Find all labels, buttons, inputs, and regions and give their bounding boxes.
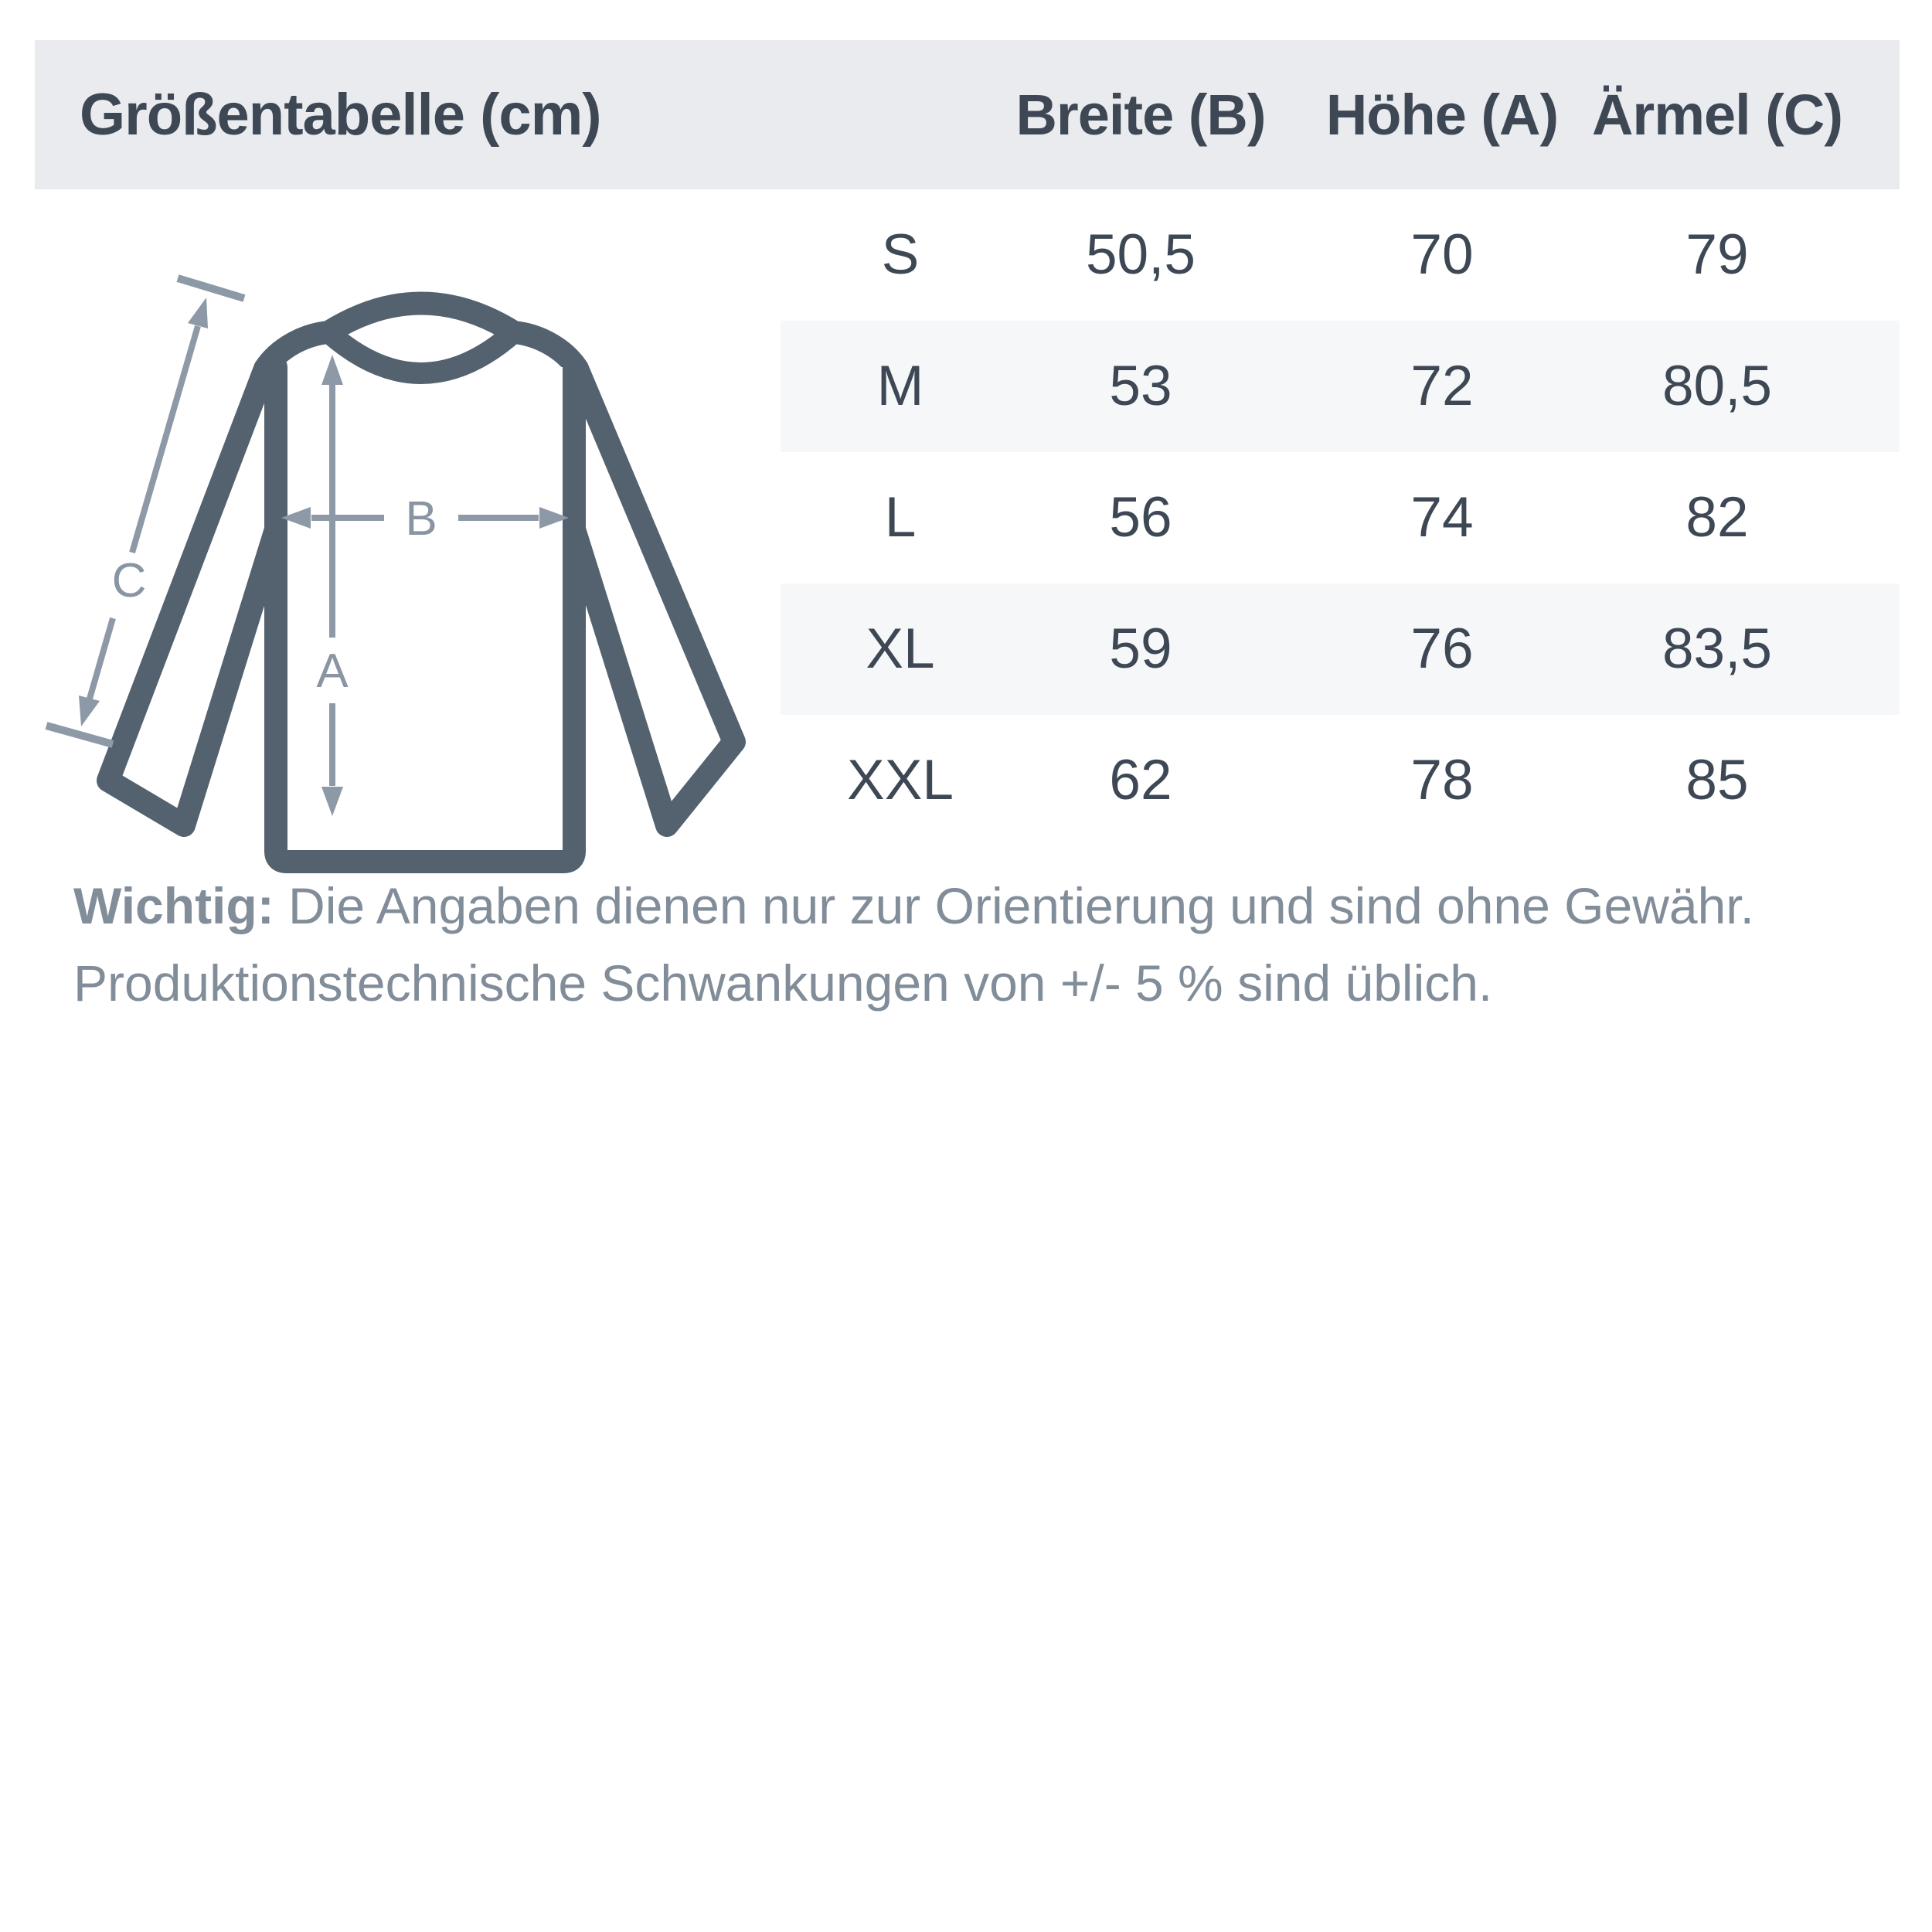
column-header-hoehe: Höhe (A) [1325, 83, 1559, 147]
shirt-body-outline [276, 367, 574, 862]
disclaimer-note [73, 867, 1874, 1022]
size-label: M [876, 355, 924, 417]
table-row-l [781, 452, 1900, 583]
column-header-aermel: Ärmel (C) [1591, 83, 1843, 147]
hoehe-value: 70 [1410, 223, 1474, 286]
aermel-value: 83,5 [1662, 617, 1773, 680]
aermel-value: 79 [1685, 223, 1749, 286]
disclaimer-line1-rest: Die Angaben dienen nur zur Orientierung und sind ohne Gewähr. [274, 877, 1754, 934]
measure-label-c: C [111, 554, 147, 607]
disclaimer-line1 [73, 877, 1754, 934]
shirt-measurement-diagram [35, 197, 808, 893]
breite-value: 56 [1109, 486, 1172, 549]
table-row-s [781, 189, 1900, 321]
disclaimer-line2: Produktionstechnische Schwankungen von +/- 5 % sind üblich. [73, 954, 1493, 1012]
measure-label-b: B [405, 492, 437, 546]
size-label: S [881, 223, 920, 286]
measure-label-a: A [316, 645, 349, 698]
hoehe-value: 76 [1410, 617, 1474, 680]
aermel-value: 82 [1685, 486, 1749, 549]
table-row-xl [781, 583, 1900, 715]
size-label: XL [866, 617, 935, 680]
breite-value: 59 [1109, 617, 1172, 680]
table-row-xxl [781, 715, 1900, 846]
breite-value: 50,5 [1085, 223, 1196, 286]
hoehe-value: 78 [1410, 749, 1474, 811]
table-header-bar [35, 40, 1900, 189]
breite-value: 53 [1109, 355, 1172, 417]
aermel-value: 85 [1685, 749, 1749, 811]
aermel-value: 80,5 [1662, 355, 1773, 417]
page-title: Größentabelle (cm) [80, 82, 601, 148]
breite-value: 62 [1109, 749, 1172, 811]
column-header-breite: Breite (B) [1015, 83, 1266, 147]
size-label: XXL [847, 749, 954, 811]
table-row-m [781, 321, 1900, 452]
disclaimer-bold-word: Wichtig: [73, 877, 274, 934]
shoulder-top-line [328, 304, 514, 333]
hoehe-value: 72 [1410, 355, 1474, 417]
hoehe-value: 74 [1410, 486, 1474, 549]
size-label: L [884, 486, 917, 549]
